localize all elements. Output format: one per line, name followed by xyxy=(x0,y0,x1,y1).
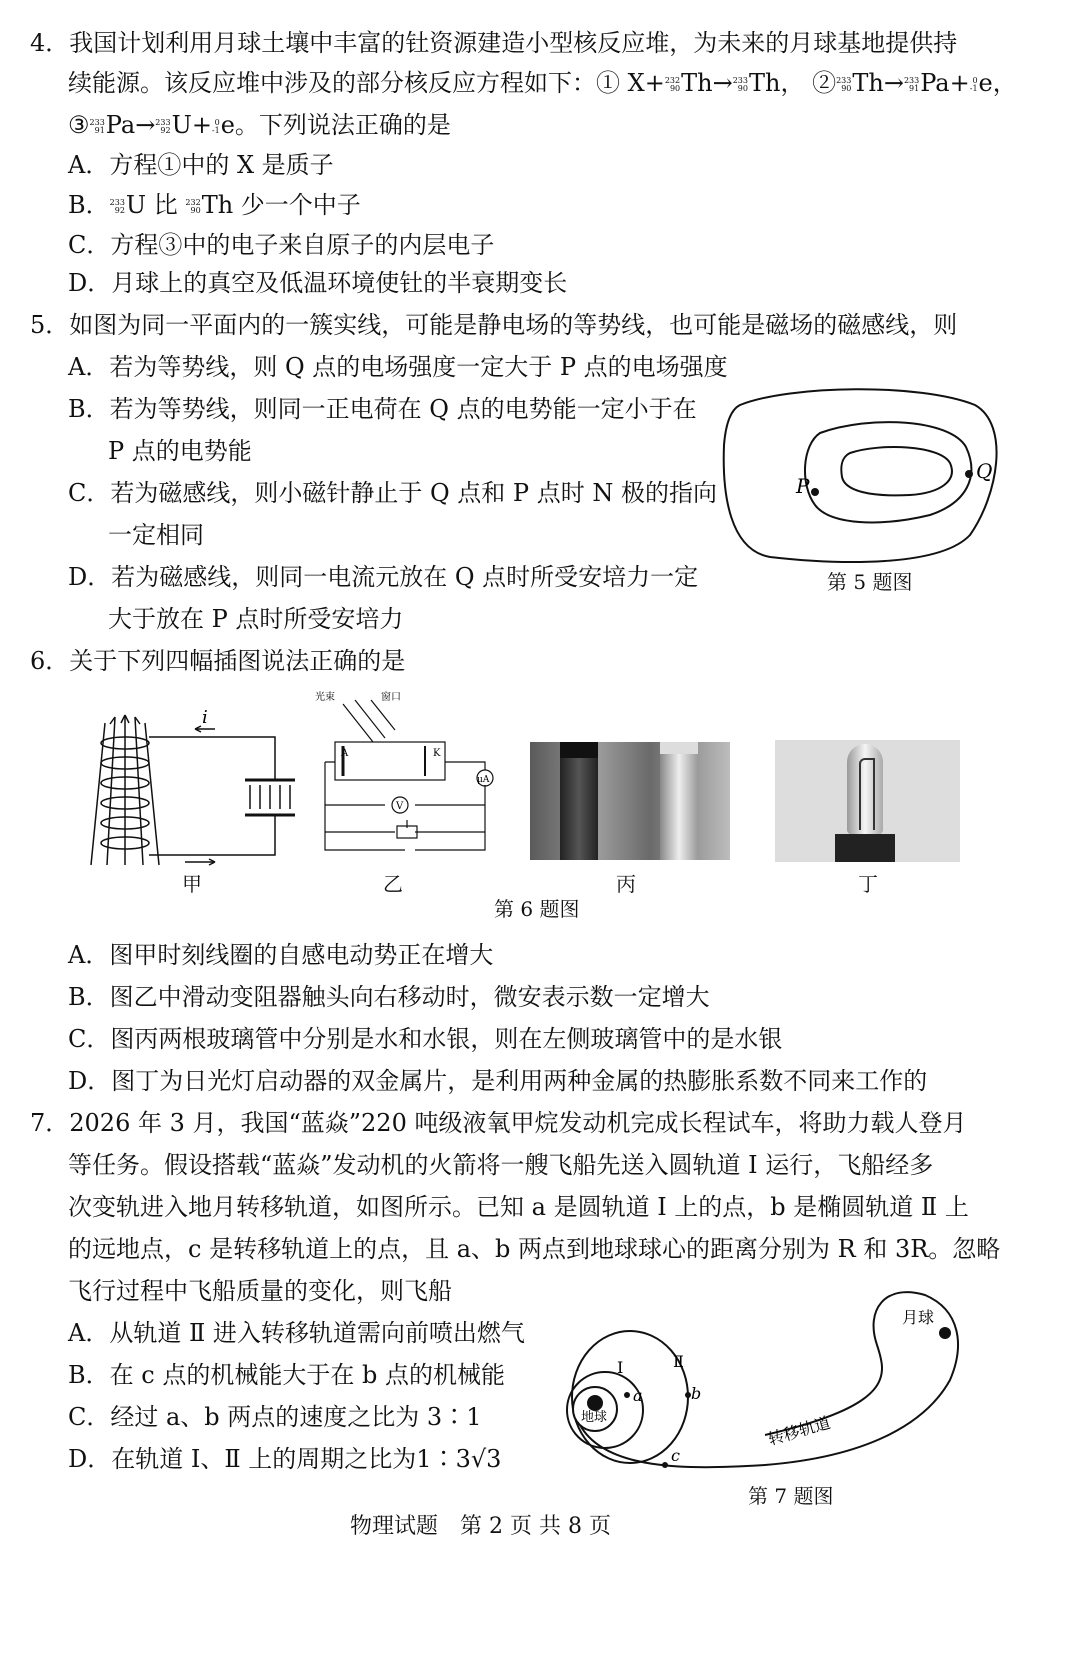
q5-option-b-line2: P 点的电势能 xyxy=(108,437,252,465)
q7-option-b: B．在 c 点的机械能大于在 b 点的机械能 xyxy=(68,1361,505,1389)
q4-stem-line1: 4．我国计划利用月球土壤中丰富的钍资源建造小型核反应堆，为未来的月球基地提供持 xyxy=(30,29,958,57)
moon-center xyxy=(939,1327,951,1339)
label-moon: 月球 xyxy=(902,1308,935,1327)
q6-caption: 第 6 题图 xyxy=(494,897,580,921)
label-voltmeter: V xyxy=(396,801,404,812)
q6-figure-bing xyxy=(530,742,730,860)
label-b: b xyxy=(691,1384,702,1403)
q6-option-c: C．图丙两根玻璃管中分别是水和水银，则在左侧玻璃管中的是水银 xyxy=(68,1025,783,1053)
q6-option-b: B．图乙中滑动变阻器触头向右移动时，微安表示数一定增大 xyxy=(68,983,710,1011)
q7-caption: 第 7 题图 xyxy=(748,1484,834,1508)
label-q: Q xyxy=(976,459,993,483)
q7-stem-line5: 飞行过程中飞船质量的变化，则飞船 xyxy=(68,1277,452,1305)
q6-option-a: A．图甲时刻线圈的自感电动势正在增大 xyxy=(68,941,494,969)
q7-stem-line4: 的远地点，c 是转移轨道上的点，且 a、b 两点到地球球心的距离分别为 R 和 3R。忽略 xyxy=(68,1235,1001,1263)
label-cathode: A xyxy=(341,748,349,759)
q5-inner-line xyxy=(841,447,952,495)
q7-option-d: D．在轨道 Ⅰ、Ⅱ 上的周期之比为1∶3√3 xyxy=(68,1445,502,1473)
point-a xyxy=(624,1392,630,1398)
q4-option-d: D．月球上的真空及低温环境使钍的半衰期变长 xyxy=(68,269,568,297)
q5-option-d-line2: 大于放在 P 点时所受安培力 xyxy=(108,605,404,633)
q7-option-c: C．经过 a、b 两点的速度之比为 3∶1 xyxy=(68,1403,482,1431)
q5-option-a: A．若为等势线，则 Q 点的电场强度一定大于 P 点的电场强度 xyxy=(68,353,728,381)
label-orbit-i: Ⅰ xyxy=(617,1358,624,1377)
label-p: P xyxy=(796,474,810,498)
point-q xyxy=(965,470,973,478)
label-c: c xyxy=(671,1446,680,1465)
label-light: 光束 xyxy=(315,692,335,703)
q5-option-c-line1: C．若为磁感线，则小磁针静止于 Q 点和 P 点时 N 极的指向 xyxy=(68,479,717,507)
page-footer: 物理试题 第 2 页 共 8 页 xyxy=(350,1514,611,1539)
q6-stem: 6．关于下列四幅插图说法正确的是 xyxy=(30,647,406,675)
q7-stem-line1: 7．2026 年 3 月，我国“蓝焱”220 吨级液氧甲烷发动机完成长程试车，将助力载人登月 xyxy=(30,1109,967,1137)
q7-stem-line2: 等任务。假设搭载“蓝焱”发动机的火箭将一艘飞船先送入圆轨道 Ⅰ 运行，飞船经多 xyxy=(68,1151,934,1179)
q6-label-yi: 乙 xyxy=(383,872,403,896)
label-window: 窗口 xyxy=(381,692,401,703)
q6-option-d: D．图丁为日光灯启动器的双金属片，是利用两种金属的热膨胀系数不同来工作的 xyxy=(68,1067,928,1095)
label-a: a xyxy=(633,1386,643,1405)
q7-figure xyxy=(565,1285,1005,1480)
earth-center xyxy=(587,1395,603,1411)
q6-label-bing: 丙 xyxy=(616,872,636,896)
label-transfer: 转移轨道 xyxy=(765,1412,833,1449)
q5-option-c-line2: 一定相同 xyxy=(108,521,204,549)
label-i: i xyxy=(202,707,208,728)
q7-stem-line3: 次变轨进入地月转移轨道，如图所示。已知 a 是圆轨道 Ⅰ 上的点，b 是椭圆轨道 Ⅱ 上 xyxy=(68,1193,969,1221)
q5-option-d-line1: D．若为磁感线，则同一电流元放在 Q 点时所受安培力一定 xyxy=(68,563,699,591)
q5-figure xyxy=(720,385,1010,570)
q4-stem-line3: ③ 233 91 Pa→ 233 92 U+ 0 -1 e。下列说法正确的是 xyxy=(68,111,451,139)
q5-option-b-line1: B．若为等势线，则同一正电荷在 Q 点的电势能一定小于在 xyxy=(68,395,697,423)
q6-figure-ding xyxy=(775,740,960,862)
q5-stem: 5．如图为同一平面内的一簇实线，可能是静电场的等势线，也可能是磁场的磁感线，则 xyxy=(30,311,958,339)
q5-outer-line xyxy=(724,389,997,562)
q4-option-a: A．方程①中的 X 是质子 xyxy=(68,151,334,179)
q4-stem-line2: 续能源。该反应堆中涉及的部分核反应方程如下：① X+ 232 90 Th→ 233 90 Th， ② 233 90 Th→ 233 91 Pa+ 0 -1 e， xyxy=(68,69,1017,97)
label-anode: K xyxy=(433,748,441,759)
q5-middle-line xyxy=(805,422,971,522)
q4-option-b: B． 233 92 U 比 232 90 Th 少一个中子 xyxy=(68,191,361,219)
q6-figure-yi xyxy=(315,690,505,865)
label-orbit-ii: Ⅱ xyxy=(673,1352,684,1371)
q5-caption: 第 5 题图 xyxy=(827,570,913,594)
point-p xyxy=(811,488,819,496)
q7-option-a: A．从轨道 Ⅱ 进入转移轨道需向前喷出燃气 xyxy=(68,1319,525,1347)
label-earth: 地球 xyxy=(581,1410,608,1425)
q6-label-ding: 丁 xyxy=(858,872,878,896)
q6-figure-jia xyxy=(85,705,295,875)
q6-label-jia: 甲 xyxy=(182,872,202,896)
point-c xyxy=(662,1462,668,1468)
label-microammeter: μA xyxy=(477,775,490,785)
q4-option-c: C．方程③中的电子来自原子的内层电子 xyxy=(68,231,495,259)
